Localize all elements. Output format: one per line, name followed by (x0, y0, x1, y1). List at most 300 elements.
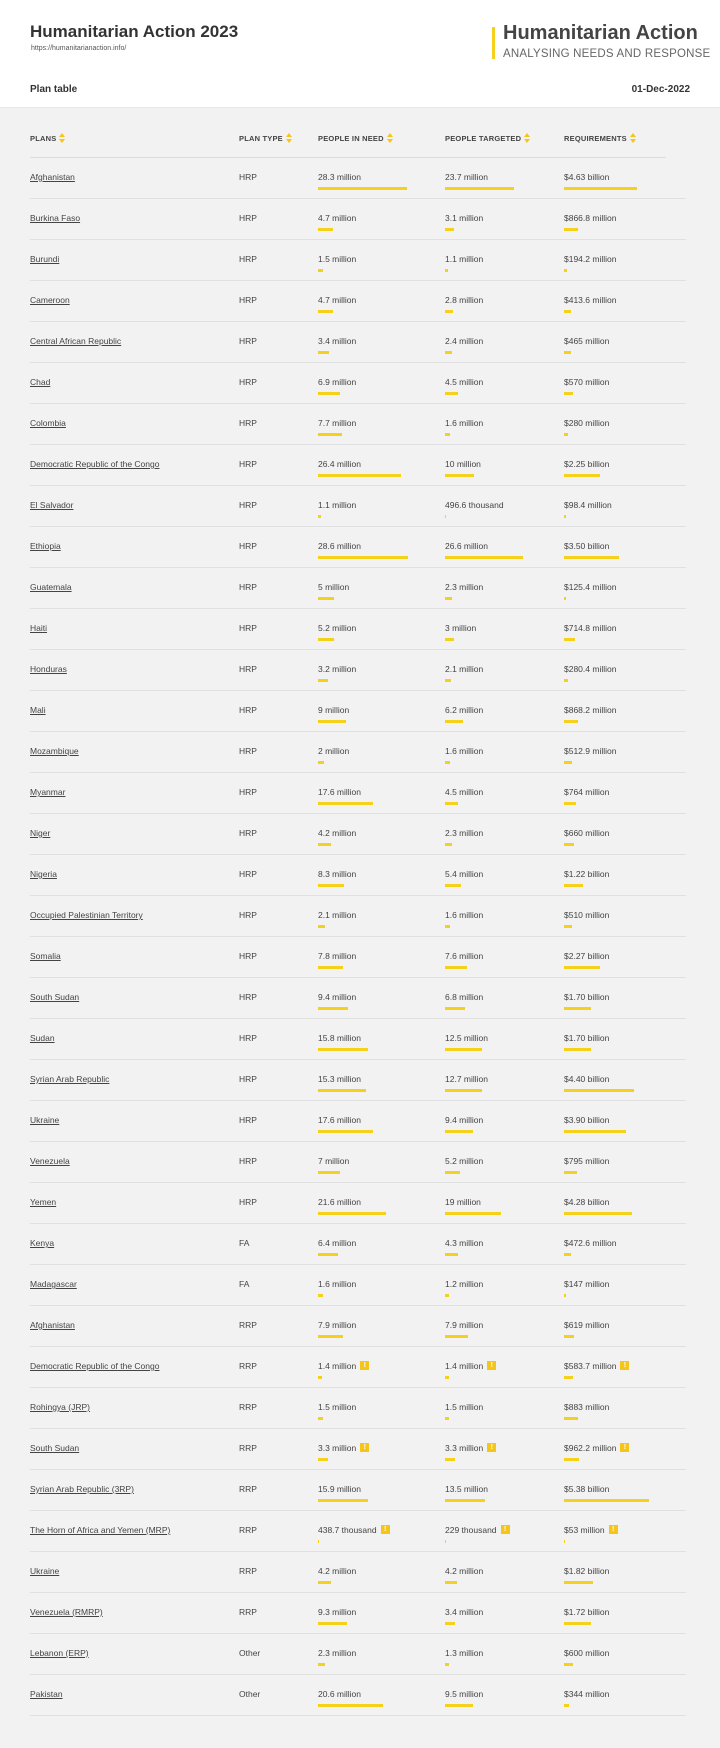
column-header-plans[interactable]: PLANS (30, 134, 65, 144)
people-in-need-value: 1.1 million (318, 500, 357, 510)
people-targeted-value: 4.2 million (445, 1566, 484, 1576)
people-targeted-bar (445, 556, 523, 559)
plan-type: RRP (239, 1361, 257, 1371)
table-row (30, 732, 686, 773)
sort-arrows-icon[interactable] (630, 133, 636, 143)
plan-type: HRP (239, 951, 257, 961)
people-in-need-value: 438.7 thousand ! (318, 1525, 390, 1535)
people-in-need-bar (318, 966, 343, 969)
people-targeted-value: 19 million (445, 1197, 481, 1207)
requirements-value: $714.8 million (564, 623, 617, 633)
plan-link[interactable]: Cameroon (30, 295, 70, 305)
people-in-need-bar (318, 1376, 322, 1379)
requirements-bar (564, 966, 600, 969)
table-row (30, 1060, 686, 1101)
people-in-need-bar (318, 1335, 343, 1338)
requirements-bar (564, 802, 576, 805)
plan-link[interactable]: El Salvador (30, 500, 74, 510)
site-url[interactable]: https://humanitarianaction.info/ (31, 45, 127, 52)
date-label: 01-Dec-2022 (631, 84, 690, 95)
plan-link[interactable]: Democratic Republic of the Congo (30, 459, 160, 469)
table-row (30, 281, 686, 322)
people-in-need-bar (318, 1417, 323, 1420)
people-targeted-value: 12.7 million (445, 1074, 488, 1084)
people-targeted-bar (445, 1581, 457, 1584)
people-targeted-value: 3 million (445, 623, 477, 633)
requirements-value: $510 million (564, 910, 610, 920)
people-in-need-bar (318, 310, 333, 313)
sort-arrows-icon[interactable] (387, 133, 393, 143)
table-row (30, 527, 686, 568)
requirements-value: $1.72 billion (564, 1607, 610, 1617)
plan-link[interactable]: Burundi (30, 254, 60, 264)
column-header-people-targeted[interactable]: PEOPLE TARGETED (445, 134, 530, 144)
plan-link[interactable]: Burkina Faso (30, 213, 81, 223)
requirements-bar (564, 392, 573, 395)
people-in-need-value: 5.2 million (318, 623, 357, 633)
people-in-need-value: 15.8 million (318, 1033, 361, 1043)
plan-link[interactable]: Ukraine (30, 1566, 60, 1576)
people-in-need-bar (318, 1253, 338, 1256)
plan-type: HRP (239, 1074, 257, 1084)
warning-icon[interactable]: ! (620, 1443, 629, 1452)
people-targeted-bar (445, 474, 474, 477)
people-in-need-bar (318, 269, 323, 272)
table-row (30, 322, 686, 363)
table-row (30, 1347, 686, 1388)
plan-link[interactable]: Somalia (30, 951, 61, 961)
table-row (30, 568, 686, 609)
people-in-need-bar (318, 884, 344, 887)
people-targeted-value: 5.2 million (445, 1156, 484, 1166)
plan-link[interactable]: Democratic Republic of the Congo (30, 1361, 160, 1371)
people-in-need-value: 9.4 million (318, 992, 357, 1002)
people-targeted-bar (445, 1007, 465, 1010)
plan-link[interactable]: Mali (30, 705, 46, 715)
plan-type: HRP (239, 787, 257, 797)
people-in-need-value: 2.3 million (318, 1648, 357, 1658)
plan-link[interactable]: Venezuela (RMRP) (30, 1607, 103, 1617)
column-header-requirements[interactable]: REQUIREMENTS (564, 134, 636, 144)
people-in-need-value: 28.3 million (318, 172, 361, 182)
people-targeted-bar (445, 597, 452, 600)
people-in-need-value: 28.6 million (318, 541, 361, 551)
plan-link[interactable]: Madagascar (30, 1279, 77, 1289)
requirements-value: $1.22 billion (564, 869, 610, 879)
requirements-value: $962.2 million ! (564, 1443, 629, 1453)
people-in-need-bar (318, 1130, 373, 1133)
requirements-value: $600 million (564, 1648, 610, 1658)
people-targeted-bar (445, 351, 452, 354)
plan-type: HRP (239, 459, 257, 469)
plan-type: HRP (239, 295, 257, 305)
people-in-need-value: 1.5 million (318, 1402, 357, 1412)
warning-icon[interactable]: ! (381, 1525, 390, 1534)
people-in-need-value: 21.6 million (318, 1197, 361, 1207)
people-in-need-value: 15.3 million (318, 1074, 361, 1084)
people-targeted-value: 23.7 million (445, 172, 488, 182)
people-targeted-bar (445, 884, 461, 887)
plan-type: HRP (239, 336, 257, 346)
people-in-need-value: 4.7 million (318, 295, 357, 305)
people-targeted-value: 229 thousand ! (445, 1525, 510, 1535)
plan-link[interactable]: Syrian Arab Republic (3RP) (30, 1484, 134, 1494)
people-in-need-value: 3.3 million ! (318, 1443, 369, 1453)
people-targeted-bar (445, 1253, 458, 1256)
requirements-bar (564, 761, 572, 764)
people-in-need-bar (318, 1704, 383, 1707)
plan-type: HRP (239, 1115, 257, 1125)
requirements-bar (564, 1294, 566, 1297)
people-targeted-value: 7.6 million (445, 951, 484, 961)
plan-type: HRP (239, 418, 257, 428)
requirements-value: $4.40 billion (564, 1074, 610, 1084)
plan-type: HRP (239, 664, 257, 674)
table-row (30, 445, 686, 486)
people-targeted-value: 6.8 million (445, 992, 484, 1002)
people-in-need-value: 8.3 million (318, 869, 357, 879)
people-targeted-bar (445, 515, 446, 518)
people-in-need-value: 17.6 million (318, 1115, 361, 1125)
requirements-value: $147 million (564, 1279, 610, 1289)
people-in-need-value: 6.4 million (318, 1238, 357, 1248)
table-row (30, 1265, 686, 1306)
requirements-value: $764 million (564, 787, 610, 797)
plan-link[interactable]: Myanmar (30, 787, 66, 797)
people-in-need-value: 7.7 million (318, 418, 357, 428)
people-targeted-bar (445, 1376, 449, 1379)
plan-link[interactable]: Guatemala (30, 582, 72, 592)
people-targeted-bar (445, 1663, 449, 1666)
people-in-need-bar (318, 433, 342, 436)
plan-type: RRP (239, 1443, 257, 1453)
people-in-need-bar (318, 1663, 325, 1666)
table-row (30, 1429, 686, 1470)
people-targeted-value: 13.5 million (445, 1484, 488, 1494)
people-targeted-bar (445, 1089, 482, 1092)
people-in-need-bar (318, 761, 324, 764)
people-targeted-bar (445, 1499, 485, 1502)
people-targeted-bar (445, 228, 454, 231)
site-title: Humanitarian Action 2023 (30, 22, 239, 41)
people-targeted-bar (445, 1417, 449, 1420)
brand-subtitle: ANALYSING NEEDS AND RESPONSE (503, 48, 711, 60)
plan-type: HRP (239, 910, 257, 920)
brand-accent-bar (492, 27, 495, 59)
table-row (30, 1224, 686, 1265)
people-in-need-bar (318, 597, 334, 600)
table-row (30, 363, 686, 404)
requirements-bar (564, 1499, 649, 1502)
people-targeted-bar (445, 1622, 455, 1625)
plan-link[interactable]: Nigeria (30, 869, 57, 879)
requirements-value: $570 million (564, 377, 610, 387)
people-targeted-value: 3.1 million (445, 213, 484, 223)
people-in-need-bar (318, 1540, 319, 1543)
people-in-need-value: 4.2 million (318, 1566, 357, 1576)
people-in-need-value: 4.7 million (318, 213, 357, 223)
table-row (30, 773, 686, 814)
requirements-value: $465 million (564, 336, 610, 346)
people-targeted-bar (445, 187, 514, 190)
plan-type: Other (239, 1648, 261, 1658)
people-in-need-bar (318, 1622, 347, 1625)
plan-link[interactable]: Lebanon (ERP) (30, 1648, 89, 1658)
plan-link[interactable]: Yemen (30, 1197, 57, 1207)
plan-table-body (0, 158, 720, 1716)
requirements-bar (564, 556, 619, 559)
requirements-value: $194.2 million (564, 254, 617, 264)
people-targeted-value: 2.1 million (445, 664, 484, 674)
requirements-value: $2.27 billion (564, 951, 610, 961)
people-in-need-value: 9 million (318, 705, 350, 715)
requirements-bar (564, 1540, 565, 1543)
requirements-bar (564, 1335, 574, 1338)
requirements-bar (564, 1622, 591, 1625)
requirements-bar (564, 843, 574, 846)
requirements-value: $2.25 billion (564, 459, 610, 469)
requirements-value: $3.90 billion (564, 1115, 610, 1125)
plan-type: HRP (239, 1156, 257, 1166)
people-in-need-bar (318, 351, 329, 354)
requirements-bar (564, 1417, 578, 1420)
plan-type: RRP (239, 1402, 257, 1412)
warning-icon[interactable]: ! (501, 1525, 510, 1534)
plan-link[interactable]: Venezuela (30, 1156, 70, 1166)
sort-arrows-icon[interactable] (59, 133, 65, 143)
requirements-bar (564, 1212, 632, 1215)
people-targeted-value: 12.5 million (445, 1033, 488, 1043)
sort-arrows-icon[interactable] (286, 133, 292, 143)
requirements-bar (564, 1458, 579, 1461)
people-in-need-bar (318, 1499, 368, 1502)
requirements-value: $1.70 billion (564, 1033, 610, 1043)
people-in-need-value: 1.6 million (318, 1279, 357, 1289)
people-targeted-value: 496.6 thousand (445, 500, 504, 510)
people-in-need-value: 7.9 million (318, 1320, 357, 1330)
plan-link[interactable]: Rohingya (JRP) (30, 1402, 90, 1412)
requirements-value: $344 million (564, 1689, 610, 1699)
people-in-need-value: 26.4 million (318, 459, 361, 469)
people-targeted-bar (445, 1130, 473, 1133)
requirements-bar (564, 351, 571, 354)
plan-link[interactable]: Sudan (30, 1033, 55, 1043)
people-in-need-bar (318, 1458, 328, 1461)
table-row (30, 1593, 686, 1634)
plan-link[interactable]: South Sudan (30, 1443, 80, 1453)
plan-link[interactable]: Haiti (30, 623, 48, 633)
requirements-bar (564, 1089, 634, 1092)
table-row (30, 404, 686, 445)
people-in-need-bar (318, 720, 346, 723)
people-targeted-value: 26.6 million (445, 541, 488, 551)
people-targeted-value: 2.4 million (445, 336, 484, 346)
requirements-value: $280.4 million (564, 664, 617, 674)
plan-link[interactable]: Niger (30, 828, 51, 838)
people-in-need-bar (318, 1171, 340, 1174)
people-targeted-bar (445, 1540, 446, 1543)
plan-link[interactable]: Occupied Palestinian Territory (30, 910, 143, 920)
requirements-bar (564, 228, 578, 231)
people-in-need-value: 15.9 million (318, 1484, 361, 1494)
column-header-plan-type[interactable]: PLAN TYPE (239, 134, 292, 144)
plan-link[interactable]: Colombia (30, 418, 66, 428)
table-row (30, 486, 686, 527)
requirements-value: $4.28 billion (564, 1197, 610, 1207)
people-targeted-value: 9.5 million (445, 1689, 484, 1699)
plan-type: RRP (239, 1320, 257, 1330)
people-targeted-value: 7.9 million (445, 1320, 484, 1330)
people-in-need-bar (318, 1581, 331, 1584)
people-in-need-bar (318, 1007, 348, 1010)
plan-type: HRP (239, 705, 257, 715)
table-row (30, 1552, 686, 1593)
section-title: Plan table (30, 84, 78, 95)
requirements-value: $1.70 billion (564, 992, 610, 1002)
plan-link[interactable]: Afghanistan (30, 172, 75, 182)
requirements-bar (564, 1704, 569, 1707)
people-in-need-bar (318, 802, 373, 805)
requirements-value: $883 million (564, 1402, 610, 1412)
plan-link[interactable]: Mozambique (30, 746, 79, 756)
plan-type: HRP (239, 541, 257, 551)
people-in-need-bar (318, 843, 331, 846)
plan-type: RRP (239, 1607, 257, 1617)
table-row (30, 855, 686, 896)
table-row (30, 1388, 686, 1429)
plan-link[interactable]: Kenya (30, 1238, 55, 1248)
people-in-need-bar (318, 1089, 366, 1092)
table-row (30, 896, 686, 937)
people-in-need-value: 2 million (318, 746, 350, 756)
people-targeted-value: 4.5 million (445, 377, 484, 387)
warning-icon[interactable]: ! (487, 1443, 496, 1452)
warning-icon[interactable]: ! (620, 1361, 629, 1370)
people-in-need-bar (318, 556, 408, 559)
table-row (30, 240, 686, 281)
people-targeted-value: 3.4 million (445, 1607, 484, 1617)
requirements-bar (564, 310, 571, 313)
people-targeted-value: 6.2 million (445, 705, 484, 715)
requirements-value: $795 million (564, 1156, 610, 1166)
people-targeted-value: 10 million (445, 459, 481, 469)
people-targeted-value: 2.3 million (445, 828, 484, 838)
requirements-bar (564, 597, 566, 600)
plan-type: HRP (239, 254, 257, 264)
people-targeted-value: 2.3 million (445, 582, 484, 592)
people-targeted-bar (445, 802, 458, 805)
requirements-value: $866.8 million (564, 213, 617, 223)
requirements-bar (564, 515, 566, 518)
warning-icon[interactable]: ! (360, 1443, 369, 1452)
people-in-need-value: 20.6 million (318, 1689, 361, 1699)
people-targeted-bar (445, 1458, 455, 1461)
plan-type: HRP (239, 1197, 257, 1207)
people-in-need-bar (318, 1294, 323, 1297)
plan-type: HRP (239, 828, 257, 838)
people-targeted-bar (445, 761, 450, 764)
requirements-value: $472.6 million (564, 1238, 617, 1248)
plan-type: HRP (239, 213, 257, 223)
plan-type: RRP (239, 1525, 257, 1535)
plan-link[interactable]: Pakistan (30, 1689, 63, 1699)
requirements-bar (564, 1130, 626, 1133)
people-targeted-value: 9.4 million (445, 1115, 484, 1125)
people-targeted-bar (445, 843, 452, 846)
table-row (30, 1306, 686, 1347)
requirements-bar (564, 1376, 573, 1379)
people-in-need-bar (318, 1048, 368, 1051)
plan-type: Other (239, 1689, 261, 1699)
table-row (30, 691, 686, 732)
requirements-bar (564, 1048, 591, 1051)
requirements-value: $280 million (564, 418, 610, 428)
requirements-value: $3.50 billion (564, 541, 610, 551)
table-row (30, 937, 686, 978)
people-in-need-bar (318, 1212, 386, 1215)
table-row (30, 650, 686, 691)
plan-link[interactable]: South Sudan (30, 992, 80, 1002)
table-row (30, 1101, 686, 1142)
warning-icon[interactable]: ! (609, 1525, 618, 1534)
requirements-bar (564, 433, 568, 436)
people-in-need-bar (318, 228, 333, 231)
people-in-need-value: 3.4 million (318, 336, 357, 346)
requirements-bar (564, 1663, 573, 1666)
people-targeted-bar (445, 310, 453, 313)
plan-link[interactable]: Syrian Arab Republic (30, 1074, 110, 1084)
requirements-value: $583.7 million ! (564, 1361, 629, 1371)
plan-link[interactable]: Central African Republic (30, 336, 122, 346)
requirements-bar (564, 638, 575, 641)
plan-link[interactable]: The Horn of Africa and Yemen (MRP) (30, 1525, 171, 1535)
people-targeted-value: 4.3 million (445, 1238, 484, 1248)
people-in-need-value: 9.3 million (318, 1607, 357, 1617)
plan-link[interactable]: Ukraine (30, 1115, 60, 1125)
plan-link[interactable]: Afghanistan (30, 1320, 75, 1330)
warning-icon[interactable]: ! (487, 1361, 496, 1370)
plan-link[interactable]: Chad (30, 377, 51, 387)
table-row (30, 199, 686, 240)
people-targeted-value: 1.6 million (445, 418, 484, 428)
people-in-need-value: 4.2 million (318, 828, 357, 838)
plan-type: HRP (239, 582, 257, 592)
plan-link[interactable]: Honduras (30, 664, 67, 674)
table-row (30, 158, 686, 199)
people-targeted-bar (445, 1294, 449, 1297)
table-row (30, 1142, 686, 1183)
warning-icon[interactable]: ! (360, 1361, 369, 1370)
people-targeted-bar (445, 679, 451, 682)
sort-arrows-icon[interactable] (524, 133, 530, 143)
people-in-need-bar (318, 638, 334, 641)
people-targeted-bar (445, 1171, 460, 1174)
plan-type: HRP (239, 172, 257, 182)
table-row (30, 1183, 686, 1224)
requirements-value: $512.9 million (564, 746, 617, 756)
plan-type: HRP (239, 377, 257, 387)
plan-type: RRP (239, 1566, 257, 1576)
people-targeted-value: 3.3 million ! (445, 1443, 496, 1453)
column-header-people-in-need[interactable]: PEOPLE IN NEED (318, 134, 393, 144)
people-in-need-bar (318, 187, 407, 190)
plan-link[interactable]: Ethiopia (30, 541, 61, 551)
plan-type: HRP (239, 1033, 257, 1043)
people-in-need-bar (318, 474, 401, 477)
people-targeted-value: 1.3 million (445, 1648, 484, 1658)
table-header (0, 118, 720, 158)
people-targeted-value: 4.5 million (445, 787, 484, 797)
